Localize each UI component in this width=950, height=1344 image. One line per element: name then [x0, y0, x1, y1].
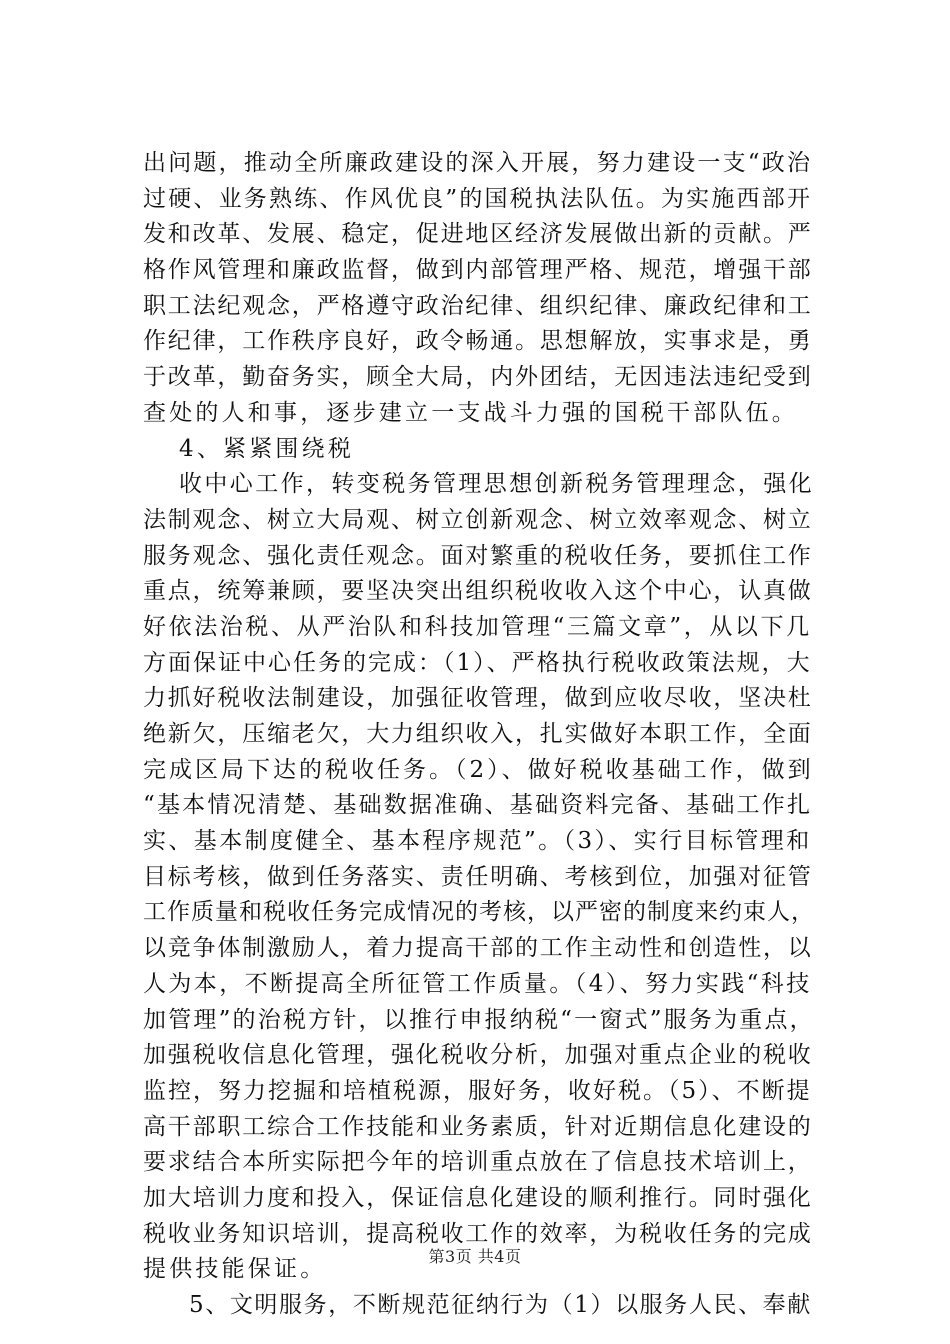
- text-line: 于改革，勤奋务实，顾全大局，内外团结，无因违法违纪受到: [143, 364, 813, 391]
- text-line: 目标考核，做到任务落实、责任明确、考核到位，加强对征管: [143, 863, 813, 890]
- text-line: 加强税收信息化管理，强化税收分析，加强对重点企业的税收: [143, 1042, 813, 1069]
- text-line: 查处的人和事，逐步建立一支战斗力强的国税干部队伍。: [143, 399, 798, 426]
- text-line: 要求结合本所实际把今年的培训重点放在了信息技术培训上，: [143, 1149, 813, 1176]
- page-number: 第3页 共4页: [428, 1247, 522, 1266]
- text-line: 工作质量和税收任务完成情况的考核，以严密的制度来约束人，: [143, 899, 815, 926]
- text-line: 绝新欠，压缩老欠，大力组织收入，扎实做好本职工作，全面: [143, 721, 813, 747]
- text-line: 发和改革、发展、稳定，促进地区经济发展做出新的贡献。严: [143, 221, 813, 248]
- text-line: 以竞争体制激励人，着力提高干部的工作主动性和创造性，以: [143, 935, 813, 962]
- text-line: 力抓好税收法制建设，加强征收管理，做到应收尽收，坚决杜: [143, 685, 813, 712]
- text-line: 人为本，不断提高全所征管工作质量。（4）、努力实践“科技: [143, 970, 812, 997]
- text-line: 过硬、业务熟练、作风优良”的国税执法队伍。为实施西部开: [143, 185, 813, 212]
- text-line: 出问题，推动全所廉政建设的深入开展，努力建设一支“政治: [143, 150, 813, 176]
- text-line: 提供技能保证。: [143, 1256, 327, 1283]
- text-line: 监控，努力挖掘和培植税源，服好务，收好税。（5）、不断提: [143, 1077, 812, 1104]
- text-line: 完成区局下达的税收任务。（2）、做好税收基础工作，做到: [143, 756, 814, 783]
- text-line: 好依法治税、从严治队和科技加管理“三篇文章”，从以下几: [143, 613, 812, 640]
- text-line: 收中心工作，转变税务管理思想创新税务管理理念，强化: [179, 471, 814, 498]
- text-line: 加大培训力度和投入，保证信息化建设的顺利推行。同时强化: [143, 1184, 813, 1211]
- section-heading: 4、紧紧围绕税: [179, 435, 355, 462]
- text-line: “基本情况清楚、基础数据准确、基础资料完备、基础工作扎: [143, 792, 813, 819]
- text-line: 方面保证中心任务的完成：（1）、严格执行税收政策法规，大: [143, 649, 812, 676]
- text-line: 税收业务知识培训，提高税收工作的效率，为税收任务的完成: [143, 1220, 813, 1247]
- text-line: 重点，统筹兼顾，要坚决突出组织税收收入这个中心，认真做: [143, 578, 813, 605]
- text-line: 法制观念、树立大局观、树立创新观念、树立效率观念、树立: [143, 506, 813, 533]
- text-line: 职工法纪观念，严格遵守政治纪律、组织纪律、廉政纪律和工: [143, 292, 813, 319]
- text-line: 作纪律，工作秩序良好，政令畅通。思想解放，实事求是，勇: [143, 328, 813, 355]
- text-line: 加管理”的治税方针，以推行申报纳税“一窗式”服务为重点，: [143, 1006, 815, 1033]
- body-text: [143, 146, 815, 1324]
- text-line: 实、基本制度健全、基本程序规范”。（3）、实行目标管理和: [143, 828, 812, 855]
- text-line: 高干部职工综合工作技能和业务素质，针对近期信息化建设的: [143, 1113, 813, 1140]
- section-heading: 5、文明服务，不断规范征纳行为（1）以服务人民、奉献: [189, 1292, 812, 1318]
- page-footer: [0, 1244, 950, 1267]
- text-line: 格作风管理和廉政监督，做到内部管理严格、规范，增强干部: [143, 257, 813, 284]
- text-line: 服务观念、强化责任观念。面对繁重的税收任务，要抓住工作: [143, 542, 813, 569]
